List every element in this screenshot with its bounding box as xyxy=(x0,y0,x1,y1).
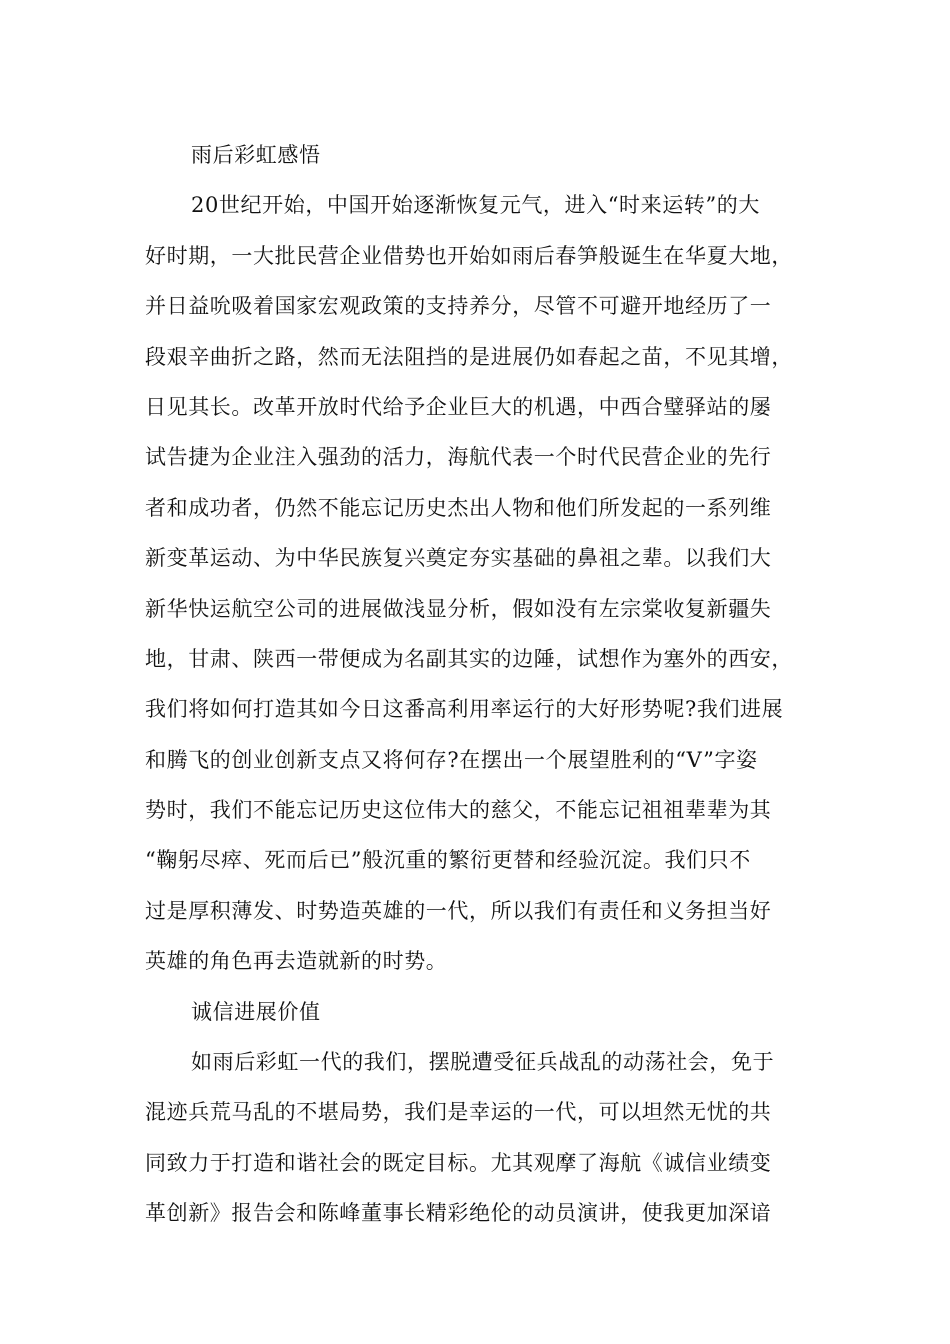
paragraph-line: 革创新》报告会和陈峰董事长精彩绝伦的动员演讲，使我更加深谙 xyxy=(145,1201,772,1226)
paragraph-line: 日见其长。改革开放时代给予企业巨大的机遇，中西合璧驿站的屡 xyxy=(145,394,772,419)
paragraph-line: 势时，我们不能忘记历史这位伟大的慈父，不能忘记祖祖辈辈为其 xyxy=(145,798,772,823)
paragraph-line: 和腾飞的创业创新支点又将何存?在摆出一个展望胜利的“V”字姿 xyxy=(145,747,758,772)
paragraph-line: 好时期，一大批民营企业借势也开始如雨后春笋般诞生在华夏大地， xyxy=(145,243,793,268)
paragraph-line: 新变革运动、为中华民族复兴奠定夯实基础的鼻祖之辈。以我们大 xyxy=(145,546,772,571)
paragraph-line: 并日益吮吸着国家宏观政策的支持养分，尽管不可避开地经历了一 xyxy=(145,294,772,319)
paragraph-line: 我们将如何打造其如今日这番高利用率运行的大好形势呢?我们进展 xyxy=(145,697,784,722)
document-body xyxy=(145,130,825,1239)
paragraph-line: 地，甘肃、陕西一带便成为名副其实的边陲，试想作为塞外的西安， xyxy=(145,646,793,671)
paragraph-line: 新华快运航空公司的进展做浅显分析，假如没有左宗棠收复新疆失 xyxy=(145,596,772,621)
paragraph-line: 20世纪开始，中国开始逐渐恢复元气，进入“时来运转”的大 xyxy=(191,193,760,218)
paragraph-line: 段艰辛曲折之路，然而无法阻挡的是进展仍如春起之苗，不见其增， xyxy=(145,344,793,369)
paragraph-line: 混迹兵荒马乱的不堪局势，我们是幸运的一代，可以坦然无忧的共 xyxy=(145,1100,772,1125)
paragraph-line: 如雨后彩虹一代的我们，摆脱遭受征兵战乱的动荡社会，免于 xyxy=(191,1050,775,1075)
paragraph-line: 试告捷为企业注入强劲的活力，海航代表一个时代民营企业的先行 xyxy=(145,445,772,470)
section-heading: 雨后彩虹感悟 xyxy=(191,143,321,167)
paragraph-line: 过是厚积薄发、时势造英雄的一代，所以我们有责任和义务担当好 xyxy=(145,898,772,923)
paragraph-line: 英雄的角色再去造就新的时势。 xyxy=(145,949,448,974)
paragraph-line: 同致力于打造和谐社会的既定目标。尤其观摩了海航《诚信业绩变 xyxy=(145,1150,772,1175)
paragraph-line: “鞠躬尽瘁、死而后已”般沉重的繁衍更替和经验沉淀。我们只不 xyxy=(145,848,751,873)
section-heading: 诚信进展价值 xyxy=(191,999,321,1024)
paragraph xyxy=(145,180,825,986)
paragraph xyxy=(145,1037,825,1239)
paragraph-line: 者和成功者，仍然不能忘记历史杰出人物和他们所发起的一系列维 xyxy=(145,495,772,520)
